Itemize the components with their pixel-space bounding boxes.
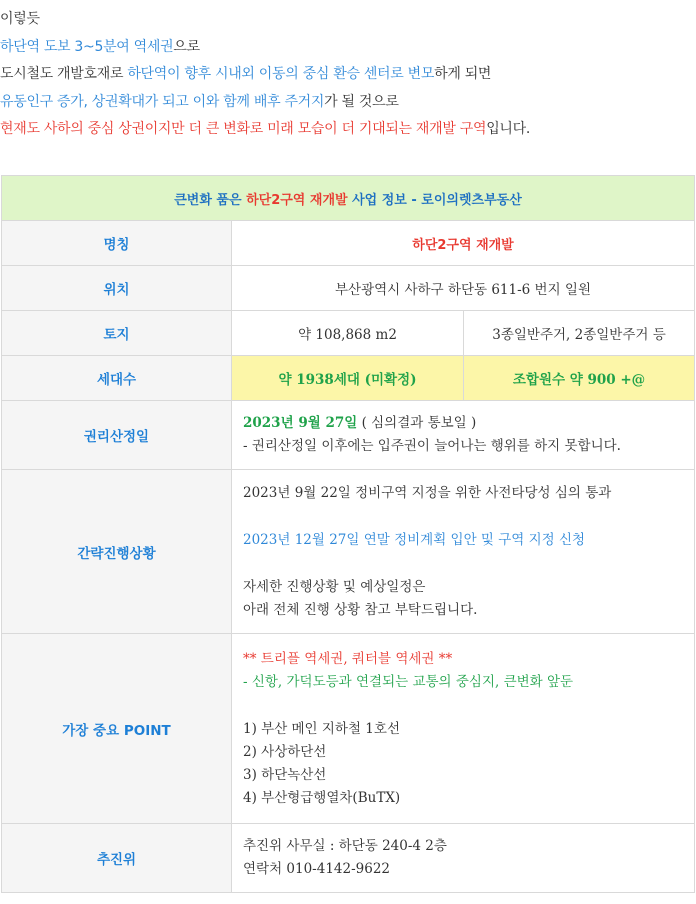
land-area: 약 108,868 m2	[232, 311, 464, 356]
point-line-5: 3) 하단녹산선	[243, 766, 327, 783]
rights-value	[232, 401, 695, 470]
committee-office: 추진위 사무실 : 하단동 240-4 2층	[243, 838, 447, 854]
table-header-row	[2, 176, 695, 221]
progress-line-2: 2023년 12월 27일 연말 정비계획 입안 및 구역 지정 신청	[243, 531, 586, 548]
table-title	[2, 176, 695, 221]
station-highlight: 하단역 도보 3~5분여 역세권	[0, 38, 174, 55]
table-row-location	[2, 266, 695, 311]
table-row-progress	[2, 470, 695, 634]
intro-line-3	[0, 61, 696, 89]
intro-line-1	[0, 6, 696, 34]
table-title-project: 하단2구역 재개발	[246, 192, 348, 208]
transit-hub-highlight: 하단역이 향후 시내외 이동의 중심 환승 센터로 변모	[127, 66, 435, 82]
redevelopment-highlight: 현재도 사하의 중심 상권이지만 더 큰 변화로 미래 모습이 더 기대되는 재개발 구역	[0, 121, 487, 137]
rights-date: 2023년 9월 27일	[243, 415, 358, 431]
committee-label: 추진위	[2, 824, 232, 893]
members-value: 조합원수 약 900 +@	[464, 356, 695, 401]
intro-text	[0, 6, 696, 144]
progress-line-4: 아래 전체 진행 상황 참고 부탁드립니다.	[243, 601, 478, 618]
point-line-1: ** 트리플 역세권, 쿼터블 역세권 **	[243, 650, 453, 667]
progress-spacer-1	[243, 505, 694, 529]
table-row-land	[2, 311, 695, 356]
land-zoning: 3종일반주거, 2종일반주거 등	[464, 311, 695, 356]
location-label: 위치	[2, 266, 232, 311]
table-row-households	[2, 356, 695, 401]
point-label: 가장 중요 POINT	[2, 634, 232, 824]
table-row-committee	[2, 824, 695, 893]
table-row-point	[2, 634, 695, 824]
point-spacer	[243, 694, 694, 718]
population-highlight: 유동인구 증가, 상권확대가 되고 이와 함께 배후 주거지	[0, 93, 325, 110]
intro-line-4	[0, 89, 696, 117]
name-value: 하단2구역 재개발	[232, 221, 695, 266]
committee-value	[232, 824, 695, 893]
progress-line-3: 자세한 진행상황 및 예상일정은	[243, 578, 426, 595]
rights-line-1	[243, 412, 694, 435]
progress-line-1: 2023년 9월 22일 정비구역 지정을 위한 사전타당성 심의 통과	[243, 484, 612, 501]
intro-line-1-text: 이렇듯	[0, 11, 40, 27]
name-label: 명칭	[2, 221, 232, 266]
progress-value	[232, 470, 695, 634]
table-title-a: 큰변화 품은	[174, 192, 247, 208]
rights-line-2: - 권리산정일 이후에는 입주권이 늘어나는 행위를 하지 못합니다.	[243, 438, 621, 454]
intro-line-5-rest: 입니다.	[486, 121, 531, 137]
location-value: 부산광역시 사하구 하단동 611-6 번지 일원	[232, 266, 695, 311]
committee-contact[interactable]: 연락처 010-4142-9622	[243, 861, 391, 877]
intro-line-2-rest: 으로	[173, 38, 200, 55]
intro-line-2	[0, 34, 696, 62]
intro-line-5	[0, 116, 696, 144]
table-row-name	[2, 221, 695, 266]
table-title-c: 사업 정보 - 로이의렛츠부동산	[347, 192, 522, 208]
households-label: 세대수	[2, 356, 232, 401]
intro-line-4-rest: 가 될 것으로	[324, 93, 399, 110]
land-label: 토지	[2, 311, 232, 356]
point-line-6: 4) 부산형급행열차(BuTX)	[243, 789, 401, 806]
intro-line-3-c: 하게 되면	[434, 66, 492, 82]
rights-label: 권리산정일	[2, 401, 232, 470]
point-value	[232, 634, 695, 824]
intro-line-3-a: 도시철도 개발호재로	[0, 66, 128, 82]
rights-note: ( 심의결과 통보일 )	[357, 415, 477, 431]
point-line-2: - 신항, 가덕도등과 연결되는 교통의 중심지, 큰변화 앞둔	[243, 673, 574, 690]
progress-label: 간략진행상황	[2, 470, 232, 634]
project-info-table	[1, 175, 695, 893]
table-row-rights-date	[2, 401, 695, 470]
point-line-3: 1) 부산 메인 지하철 1호선	[243, 720, 400, 737]
point-line-4: 2) 사상하단선	[243, 743, 327, 760]
progress-spacer-2	[243, 552, 694, 576]
households-value: 약 1938세대 (미확정)	[232, 356, 464, 401]
